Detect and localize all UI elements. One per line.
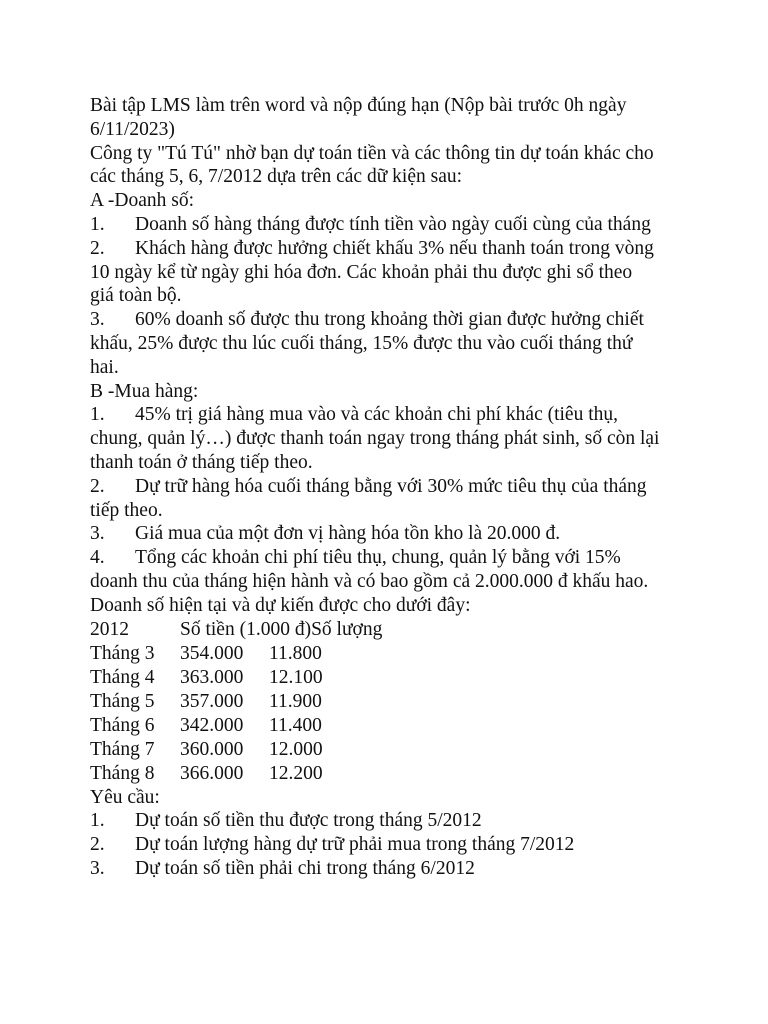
cell-amount: 363.000: [180, 666, 244, 688]
cell-quantity: 12.200: [269, 762, 323, 784]
table-row: [90, 642, 710, 666]
requirements: [90, 786, 710, 881]
section-a-item-2: [90, 237, 710, 308]
section-a-heading: A -Doanh số:: [90, 190, 194, 212]
section-b: [90, 380, 710, 594]
requirements-heading: Yêu cầu:: [90, 786, 160, 808]
cell-month: Tháng 3: [90, 642, 155, 664]
item-text: Dự toán số tiền phải chi trong tháng 6/2012: [135, 857, 475, 879]
sales-table: [90, 594, 710, 786]
item-text: 60% doanh số được thu trong khoảng thời gian được hưởng chiết: [135, 309, 644, 331]
cell-quantity: 11.900: [269, 690, 322, 712]
item-number: 2.: [90, 834, 105, 856]
item-text: khấu, 25% được thu lúc cuối tháng, 15% được thu vào cuối tháng thứ: [90, 332, 633, 354]
table-row: [90, 690, 710, 714]
item-text: thanh toán ở tháng tiếp theo.: [90, 451, 313, 473]
table-header-row: [90, 618, 710, 642]
item-number: 4.: [90, 547, 105, 569]
requirement-item-2: [90, 833, 710, 857]
section-b-item-4: [90, 546, 710, 594]
item-number: 3.: [90, 523, 105, 545]
item-number: 1.: [90, 404, 105, 426]
cell-month: Tháng 5: [90, 690, 155, 712]
intro-line: các tháng 5, 6, 7/2012 dựa trên các dữ kiện sau:: [90, 166, 463, 188]
item-text: doanh thu của tháng hiện hành và có bao gồm cả 2.000.000 đ khấu hao.: [90, 570, 649, 592]
section-b-item-3: [90, 522, 710, 546]
header-quantity: Số lượng: [311, 618, 383, 640]
section-a-item-1: [90, 213, 710, 237]
cell-month: Tháng 7: [90, 738, 155, 760]
item-number: 3.: [90, 309, 105, 331]
item-text: Dự trữ hàng hóa cuối tháng bằng với 30% mức tiêu thụ của tháng: [135, 475, 647, 497]
cell-quantity: 11.800: [269, 642, 322, 664]
item-text: 45% trị giá hàng mua vào và các khoản chi phí khác (tiêu thụ,: [135, 404, 619, 426]
requirement-item-1: [90, 809, 710, 833]
section-b-item-2: [90, 475, 710, 523]
table-row: [90, 714, 710, 738]
intro-line: Công ty "Tú Tú" nhờ bạn dự toán tiền và các thông tin dự toán khác cho: [90, 142, 654, 164]
title-line: Bài tập LMS làm trên word và nộp đúng hạn (Nộp bài trước 0h ngày: [90, 95, 627, 116]
item-number: 1.: [90, 810, 105, 832]
table-row: [90, 762, 710, 786]
item-text: giá toàn bộ.: [90, 285, 182, 307]
cell-amount: 342.000: [180, 714, 244, 736]
item-text: 10 ngày kể từ ngày ghi hóa đơn. Các khoản phải thu được ghi sổ theo: [90, 261, 633, 283]
cell-amount: 366.000: [180, 762, 244, 784]
section-b-heading: B -Mua hàng:: [90, 380, 199, 402]
item-text: Tổng các khoản chi phí tiêu thụ, chung, quản lý bằng với 15%: [135, 547, 621, 569]
assignment-title: [90, 94, 710, 142]
item-text: chung, quản lý…) được thanh toán ngay trong tháng phát sinh, số còn lại: [90, 428, 660, 450]
title-line: 6/11/2023): [90, 118, 175, 140]
document-page: [90, 94, 710, 881]
table-row: [90, 666, 710, 690]
item-text: Giá mua của một đơn vị hàng hóa tồn kho là 20.000 đ.: [135, 523, 561, 545]
header-year: 2012: [90, 618, 129, 640]
section-a: [90, 189, 710, 379]
header-amount: Số tiền (1.000 đ): [180, 618, 312, 640]
cell-month: Tháng 6: [90, 714, 155, 736]
section-b-item-1: [90, 403, 710, 474]
company-intro: [90, 142, 710, 190]
cell-month: Tháng 4: [90, 666, 155, 688]
item-number: 1.: [90, 213, 105, 235]
item-text: Khách hàng được hưởng chiết khấu 3% nếu thanh toán trong vòng: [135, 237, 654, 259]
requirement-item-3: [90, 857, 710, 881]
cell-quantity: 11.400: [269, 714, 322, 736]
item-number: 2.: [90, 237, 105, 259]
cell-month: Tháng 8: [90, 762, 155, 784]
cell-amount: 357.000: [180, 690, 244, 712]
cell-amount: 360.000: [180, 738, 244, 760]
sales-table-caption: Doanh số hiện tại và dự kiến được cho dưới đây:: [90, 594, 471, 616]
item-text: Doanh số hàng tháng được tính tiền vào ngày cuối cùng của tháng: [135, 213, 651, 235]
item-number: 2.: [90, 475, 105, 497]
table-row: [90, 738, 710, 762]
cell-amount: 354.000: [180, 642, 244, 664]
cell-quantity: 12.100: [269, 666, 323, 688]
cell-quantity: 12.000: [269, 738, 323, 760]
item-text: tiếp theo.: [90, 499, 163, 521]
item-text: hai.: [90, 356, 119, 378]
section-a-item-3: [90, 308, 710, 379]
item-text: Dự toán số tiền thu được trong tháng 5/2012: [135, 810, 482, 832]
item-number: 3.: [90, 857, 105, 879]
item-text: Dự toán lượng hàng dự trữ phải mua trong tháng 7/2012: [135, 834, 575, 856]
